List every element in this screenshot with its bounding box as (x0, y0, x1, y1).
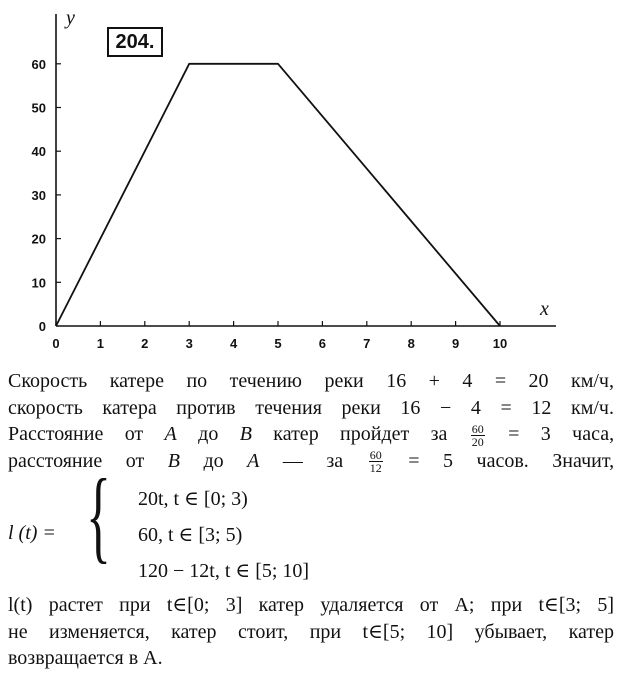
text-fragment: — за (282, 449, 344, 472)
text-fragment: до (203, 449, 224, 472)
text-fragment: Расстояние от (8, 423, 144, 445)
point-b: B (167, 449, 180, 472)
y-tick-label: 30 (31, 187, 46, 203)
text-fragment: расстояние от (8, 449, 145, 472)
fraction-numerator: 60 (369, 448, 382, 463)
piecewise-case: 20t, t ∈ [0; 3) (138, 488, 248, 510)
y-axis-label: y (66, 7, 75, 29)
x-tick-label: 6 (318, 336, 327, 351)
x-tick-label: 10 (492, 336, 508, 351)
y-tick-label: 50 (31, 100, 46, 116)
text-fragment: = 5 часов. Значит, (408, 449, 615, 472)
fraction-denominator: 12 (369, 461, 382, 476)
text-fragment: катер пройдет за (273, 423, 448, 445)
solution-line-3 (8, 421, 614, 448)
point-a: A (164, 423, 177, 445)
conclusion-line-2: не изменяется, катер стоит, при t∈[5; 10] убывает, катер (8, 620, 614, 643)
conclusion-line-1: l(t) растет при t∈[0; 3] катер удаляется от A; при t∈[3; 5] (8, 594, 614, 616)
left-brace: { (86, 458, 111, 573)
point-b: B (239, 423, 252, 445)
y-tick-label: 0 (38, 319, 46, 334)
series-line (56, 64, 500, 326)
piecewise-case: 60, t ∈ [3; 5) (138, 524, 243, 546)
problem-number: 204. (107, 27, 163, 57)
series-layer (56, 64, 500, 326)
piecewise-label: l (t) = (8, 522, 56, 544)
x-tick-label: 4 (229, 336, 238, 351)
y-tick-label: 40 (31, 144, 46, 160)
fraction-denominator: 20 (471, 434, 484, 449)
y-tick-label: 60 (31, 56, 46, 72)
y-tick-label: 10 (31, 275, 46, 291)
piecewise-case: 120 − 12t, t ∈ [5; 10] (138, 560, 310, 582)
x-tick-label: 3 (185, 336, 193, 351)
point-a: A (247, 449, 260, 472)
x-tick-label: 9 (451, 336, 460, 351)
conclusion-line-3: возвращается в A. (8, 647, 163, 669)
x-tick-label: 8 (407, 336, 415, 351)
fraction-60-12 (369, 449, 383, 474)
y-tick-label: 20 (31, 231, 46, 247)
fraction-60-20 (471, 423, 485, 448)
conclusion-paragraph (8, 592, 614, 672)
x-axis-label: x (540, 298, 549, 320)
solution-line-1: Скорость катере по течению реки 16 + 4 = 20 км/ч, (8, 370, 614, 392)
text-fragment: = 3 часа, (508, 423, 615, 445)
text-fragment: до (198, 423, 219, 445)
x-tick-label: 7 (363, 336, 371, 351)
x-tick-label: 2 (141, 336, 149, 351)
x-tick-label: 5 (274, 336, 282, 351)
solution-line-2: скорость катера против течения реки 16 − 4 = 12 км/ч. (8, 396, 614, 419)
x-tick-label: 0 (52, 336, 60, 351)
x-tick-label: 1 (96, 336, 105, 351)
fraction-numerator: 60 (471, 421, 484, 436)
